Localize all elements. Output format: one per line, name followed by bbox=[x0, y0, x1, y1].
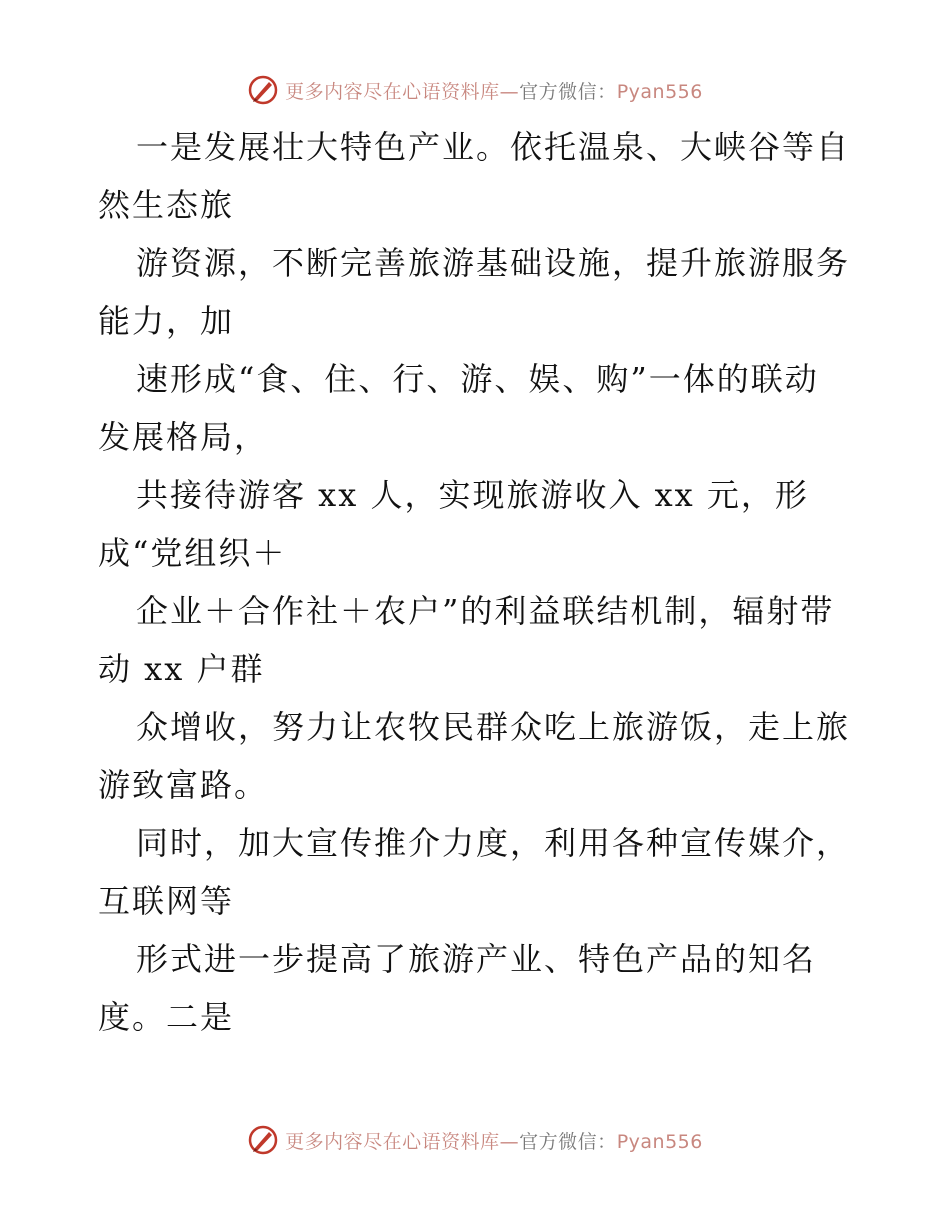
quill-pen-seal-icon bbox=[247, 74, 279, 106]
text-line: 成“党组织＋ bbox=[98, 534, 287, 572]
watermark-text: 更多内容尽在心语资料库—官方微信：Pyan556 bbox=[285, 80, 703, 103]
text-line: 共接待游客 xx 人，实现旅游收入 xx 元，形 bbox=[136, 476, 809, 514]
text-line: 动 xx 户群 bbox=[98, 650, 265, 688]
text-line: 发展格局， bbox=[98, 418, 269, 456]
text-line: 度。二是 bbox=[98, 998, 235, 1036]
text-line: 游致富路。 bbox=[98, 766, 269, 804]
text-line: 游资源，不断完善旅游基础设施，提升旅游服务 bbox=[136, 244, 851, 282]
text-line: 企业＋合作社＋农户”的利益联结机制，辐射带 bbox=[136, 592, 835, 630]
text-line: 形式进一步提高了旅游产业、特色产品的知名 bbox=[136, 940, 817, 978]
text-line: 然生态旅 bbox=[98, 186, 235, 224]
text-line: 互联网等 bbox=[98, 882, 235, 920]
footer-watermark bbox=[0, 1120, 950, 1160]
text-line: 速形成“食、住、行、游、娱、购”一体的联动 bbox=[136, 360, 819, 398]
document-body bbox=[98, 118, 858, 1046]
text-line: 众增收，努力让农牧民群众吃上旅游饭，走上旅 bbox=[136, 708, 851, 746]
text-line: 一是发展壮大特色产业。依托温泉、大峡谷等自 bbox=[136, 128, 851, 166]
quill-pen-seal-icon bbox=[247, 1124, 279, 1156]
header-watermark bbox=[0, 70, 950, 110]
watermark-text: 更多内容尽在心语资料库—官方微信：Pyan556 bbox=[285, 1130, 703, 1153]
text-line: 同时，加大宣传推介力度，利用各种宣传媒介， bbox=[136, 824, 851, 862]
text-line: 能力，加 bbox=[98, 302, 235, 340]
